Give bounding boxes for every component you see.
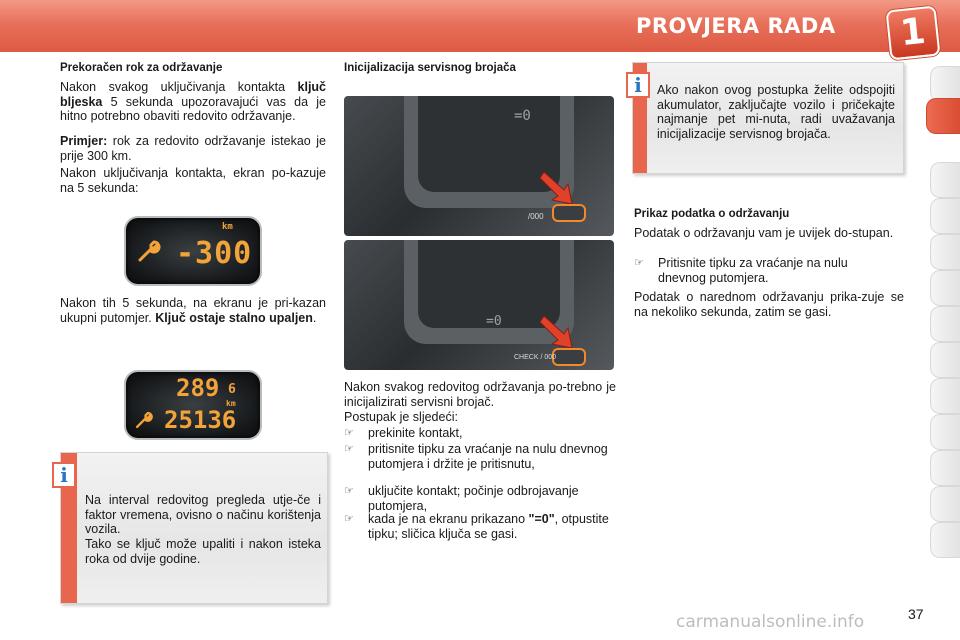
list-item-text xyxy=(368,512,616,541)
chapter-tab[interactable] xyxy=(930,198,960,234)
list-item-text: uključite kontakt; počinje odbrojavanje putomjera, xyxy=(368,484,579,513)
page-number: 37 xyxy=(908,606,924,622)
chapter-tab[interactable] xyxy=(930,306,960,342)
chapter-tab[interactable] xyxy=(930,162,960,198)
steps-title: Postupak je sljedeći: xyxy=(344,410,458,424)
trip-decimal: 6 xyxy=(228,382,236,397)
pointing-hand-icon: ☞ xyxy=(344,427,354,439)
chapter-tab[interactable] xyxy=(930,378,960,414)
list-item-text: Pritisnite tipku za vraćanje na nulu dnevnog putomjera. xyxy=(658,256,848,285)
text: Nakon tih 5 sekunda, na ekranu je pri-kazan ukupni putomjer. xyxy=(60,296,326,325)
chapter-tabs xyxy=(926,66,960,574)
bold-text: Primjer: xyxy=(60,134,108,148)
chapter-tab-active[interactable] xyxy=(926,98,960,134)
paragraph-display-info: Nakon uključivanja kontakta, ekran po-kazuje na 5 sekunda: xyxy=(60,166,326,195)
info-icon: i xyxy=(52,462,76,488)
pointing-hand-icon: ☞ xyxy=(344,513,354,525)
bold-text: "=0" xyxy=(528,512,555,526)
display-screen xyxy=(418,96,560,192)
bold-text: ključ bljeska xyxy=(60,80,327,109)
info-paragraph: Na interval redovitog pregleda utje-če i faktor vremena, ovisno o načinu korištenja vozila. xyxy=(85,493,321,536)
bold-text: Ključ ostaje stalno upaljen xyxy=(155,310,313,325)
button-label: CHECK / 000 xyxy=(514,354,557,361)
wrench-icon xyxy=(134,410,154,430)
section-heading-display: Prikaz podatka o održavanju xyxy=(634,208,790,220)
button-label: /000 xyxy=(528,212,544,221)
display-reading: =0 xyxy=(486,314,502,329)
info-box-interval xyxy=(60,452,328,604)
chapter-tab[interactable] xyxy=(930,342,960,378)
lcd-display-odometer xyxy=(124,370,262,440)
chapter-tab[interactable] xyxy=(930,450,960,486)
info-box-battery xyxy=(632,62,904,174)
list-item-text: pritisnite tipku za vraćanje na nulu dnevnog putomjera i držite je pritisnutu, xyxy=(368,442,608,471)
text: Nakon svakog uključivanja kontakta xyxy=(60,80,286,94)
overdue-km-value: -300 xyxy=(176,236,253,271)
reset-button[interactable] xyxy=(552,348,586,366)
trip-value: 289 xyxy=(176,374,220,402)
chapter-badge xyxy=(886,6,941,61)
dashboard-photo-2 xyxy=(344,240,614,370)
pointing-hand-icon: ☞ xyxy=(634,257,644,269)
paragraph-example xyxy=(60,134,326,163)
unit-label: km xyxy=(226,399,236,408)
text: . xyxy=(312,310,317,325)
wrench-icon xyxy=(136,238,162,264)
text: , otpustite tipku; sličica ključa se gasi. xyxy=(368,512,609,541)
reset-button[interactable] xyxy=(552,204,586,222)
chapter-tab[interactable] xyxy=(930,66,960,102)
arrow-pointer-icon xyxy=(540,168,580,208)
text: kada je na ekranu prikazano xyxy=(368,512,526,526)
chapter-tab[interactable] xyxy=(930,414,960,450)
pointing-hand-icon: ☞ xyxy=(344,443,354,455)
info-icon: i xyxy=(626,72,650,98)
list-item-text: prekinite kontakt, xyxy=(368,426,463,440)
paragraph-reset-intro: Nakon svakog redovitog održavanja po-trebno je inicijalizirati servisni brojač. xyxy=(344,380,616,409)
section-heading-reset: Inicijalizacija servisnog brojača xyxy=(344,62,516,74)
dashboard-photo-1 xyxy=(344,96,614,236)
text: rok za redovito održavanje istekao je prije 300 km. xyxy=(60,134,326,163)
display-reading: =0 xyxy=(514,108,531,124)
lcd-display-overdue xyxy=(124,216,262,286)
chapter-tab[interactable] xyxy=(930,486,960,522)
page-title: PROVJERA RADA xyxy=(636,14,836,38)
paragraph-after-5s xyxy=(60,296,326,325)
chapter-tab[interactable] xyxy=(930,270,960,306)
list-item xyxy=(344,442,616,488)
paragraph-always-available: Podatak o održavanju vam je uvijek do-stupan. xyxy=(634,226,894,240)
watermark: carmanualsonline.info xyxy=(676,612,865,632)
list-item xyxy=(634,256,904,286)
info-paragraph: Ako nakon ovog postupka želite odspojiti akumulator, zaključajte vozilo i pričekajte najmanje pet mi-nuta, radi uvažavanja inicijalizacije servisnog brojača. xyxy=(657,83,895,141)
unit-label: km xyxy=(222,222,233,232)
chapter-number: 1 xyxy=(898,10,928,55)
pointing-hand-icon: ☞ xyxy=(344,485,354,497)
arrow-pointer-icon xyxy=(540,312,580,352)
list-item xyxy=(344,512,616,558)
info-paragraph: Tako se ključ može upaliti i nakon isteka roka od dvije godine. xyxy=(85,537,321,566)
total-odometer-value: 25136 xyxy=(164,406,237,434)
paragraph-overdue xyxy=(60,80,326,124)
list-item xyxy=(344,426,616,442)
chapter-tab[interactable] xyxy=(930,522,960,558)
paragraph-next-service: Podatak o narednom održavanju prika-zuje se na nekoliko sekunda, zatim se gasi. xyxy=(634,290,904,319)
section-heading-overdue: Prekoračen rok za održavanje xyxy=(60,62,223,74)
chapter-tab[interactable] xyxy=(930,234,960,270)
text: 5 sekunda upozoravajući vas da je hitno potrebno obaviti redovito održavanje. xyxy=(60,94,326,123)
